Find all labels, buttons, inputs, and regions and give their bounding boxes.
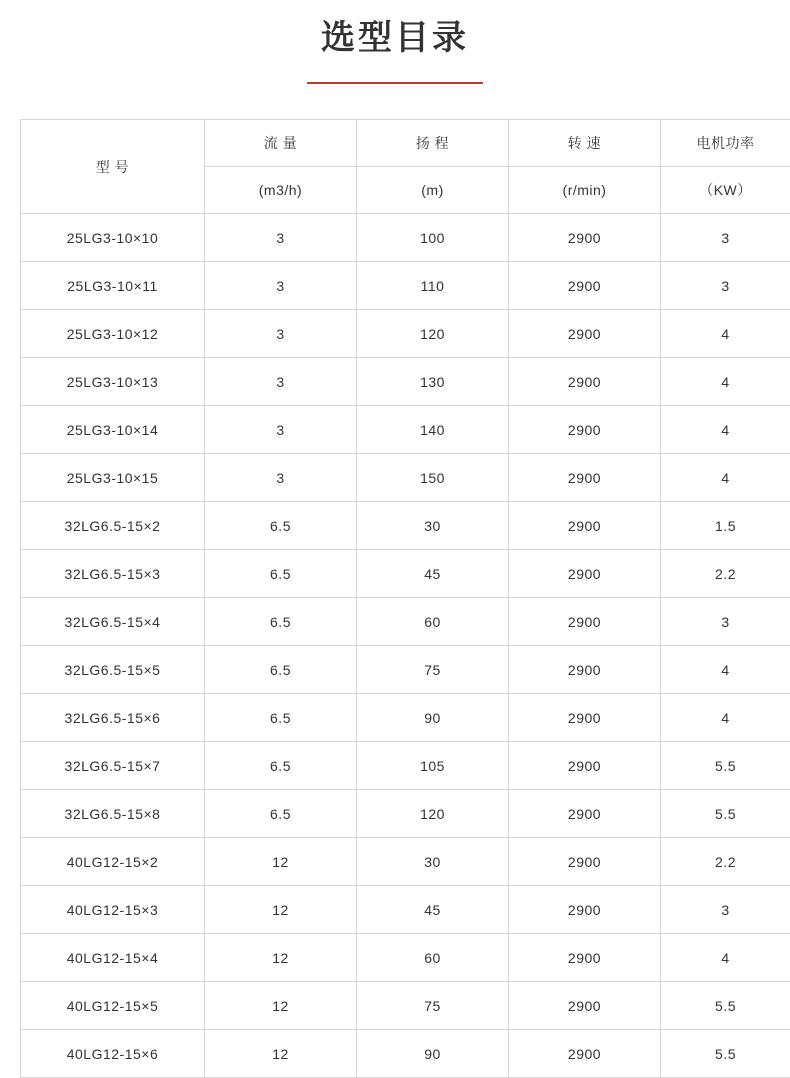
cell-power: 5.5 bbox=[661, 982, 790, 1030]
title-block bbox=[0, 0, 790, 84]
table-row bbox=[21, 694, 790, 742]
cell-speed: 2900 bbox=[509, 598, 661, 646]
cell-flow: 3 bbox=[205, 310, 357, 358]
cell-flow: 3 bbox=[205, 406, 357, 454]
cell-flow: 6.5 bbox=[205, 646, 357, 694]
cell-power: 4 bbox=[661, 934, 790, 982]
table-row bbox=[21, 1030, 790, 1078]
table-row bbox=[21, 982, 790, 1030]
cell-head: 60 bbox=[357, 598, 509, 646]
title-underline bbox=[307, 82, 483, 84]
cell-model: 40LG12-15×6 bbox=[21, 1030, 205, 1078]
cell-power: 4 bbox=[661, 358, 790, 406]
cell-model: 32LG6.5-15×3 bbox=[21, 550, 205, 598]
cell-power: 2.2 bbox=[661, 838, 790, 886]
cell-power: 5.5 bbox=[661, 1030, 790, 1078]
cell-speed: 2900 bbox=[509, 886, 661, 934]
cell-flow: 3 bbox=[205, 214, 357, 262]
cell-power: 5.5 bbox=[661, 790, 790, 838]
cell-model: 25LG3-10×14 bbox=[21, 406, 205, 454]
cell-speed: 2900 bbox=[509, 310, 661, 358]
header-speed: 转 速 bbox=[509, 120, 661, 167]
header-power-unit: （KW） bbox=[661, 167, 790, 214]
cell-speed: 2900 bbox=[509, 790, 661, 838]
cell-head: 30 bbox=[357, 838, 509, 886]
cell-flow: 12 bbox=[205, 982, 357, 1030]
cell-flow: 12 bbox=[205, 838, 357, 886]
cell-head: 30 bbox=[357, 502, 509, 550]
cell-model: 25LG3-10×12 bbox=[21, 310, 205, 358]
cell-speed: 2900 bbox=[509, 214, 661, 262]
cell-model: 32LG6.5-15×6 bbox=[21, 694, 205, 742]
cell-head: 105 bbox=[357, 742, 509, 790]
cell-head: 120 bbox=[357, 790, 509, 838]
cell-flow: 3 bbox=[205, 358, 357, 406]
cell-head: 60 bbox=[357, 934, 509, 982]
cell-head: 130 bbox=[357, 358, 509, 406]
table-row bbox=[21, 934, 790, 982]
header-flow-unit: (m3/h) bbox=[205, 167, 357, 214]
table-header-row-main bbox=[21, 120, 790, 167]
cell-model: 40LG12-15×3 bbox=[21, 886, 205, 934]
cell-model: 40LG12-15×5 bbox=[21, 982, 205, 1030]
table-row bbox=[21, 310, 790, 358]
header-flow: 流 量 bbox=[205, 120, 357, 167]
cell-power: 3 bbox=[661, 598, 790, 646]
cell-speed: 2900 bbox=[509, 262, 661, 310]
table-row bbox=[21, 790, 790, 838]
cell-flow: 6.5 bbox=[205, 598, 357, 646]
cell-flow: 6.5 bbox=[205, 694, 357, 742]
cell-flow: 3 bbox=[205, 454, 357, 502]
header-head-unit: (m) bbox=[357, 167, 509, 214]
cell-model: 32LG6.5-15×5 bbox=[21, 646, 205, 694]
cell-head: 90 bbox=[357, 1030, 509, 1078]
table-row bbox=[21, 886, 790, 934]
cell-power: 2.2 bbox=[661, 550, 790, 598]
cell-power: 4 bbox=[661, 406, 790, 454]
table-row bbox=[21, 646, 790, 694]
cell-power: 4 bbox=[661, 310, 790, 358]
cell-head: 75 bbox=[357, 646, 509, 694]
cell-flow: 12 bbox=[205, 934, 357, 982]
cell-speed: 2900 bbox=[509, 1030, 661, 1078]
cell-flow: 12 bbox=[205, 1030, 357, 1078]
header-power: 电机功率 bbox=[661, 120, 790, 167]
cell-flow: 12 bbox=[205, 886, 357, 934]
table-row bbox=[21, 598, 790, 646]
table-row bbox=[21, 262, 790, 310]
cell-power: 1.5 bbox=[661, 502, 790, 550]
cell-head: 120 bbox=[357, 310, 509, 358]
cell-speed: 2900 bbox=[509, 358, 661, 406]
cell-speed: 2900 bbox=[509, 694, 661, 742]
header-head: 扬 程 bbox=[357, 120, 509, 167]
cell-speed: 2900 bbox=[509, 550, 661, 598]
cell-model: 32LG6.5-15×7 bbox=[21, 742, 205, 790]
header-model: 型 号 bbox=[21, 120, 205, 214]
cell-model: 32LG6.5-15×4 bbox=[21, 598, 205, 646]
cell-model: 25LG3-10×11 bbox=[21, 262, 205, 310]
cell-head: 100 bbox=[357, 214, 509, 262]
cell-speed: 2900 bbox=[509, 982, 661, 1030]
cell-flow: 3 bbox=[205, 262, 357, 310]
header-speed-unit: (r/min) bbox=[509, 167, 661, 214]
cell-head: 150 bbox=[357, 454, 509, 502]
cell-speed: 2900 bbox=[509, 502, 661, 550]
cell-head: 90 bbox=[357, 694, 509, 742]
cell-speed: 2900 bbox=[509, 406, 661, 454]
cell-power: 3 bbox=[661, 886, 790, 934]
cell-model: 25LG3-10×15 bbox=[21, 454, 205, 502]
table-row bbox=[21, 214, 790, 262]
cell-flow: 6.5 bbox=[205, 790, 357, 838]
spec-table bbox=[20, 119, 790, 1078]
cell-model: 40LG12-15×4 bbox=[21, 934, 205, 982]
cell-model: 32LG6.5-15×8 bbox=[21, 790, 205, 838]
cell-model: 32LG6.5-15×2 bbox=[21, 502, 205, 550]
cell-model: 25LG3-10×10 bbox=[21, 214, 205, 262]
cell-flow: 6.5 bbox=[205, 742, 357, 790]
cell-flow: 6.5 bbox=[205, 502, 357, 550]
cell-speed: 2900 bbox=[509, 934, 661, 982]
cell-power: 3 bbox=[661, 262, 790, 310]
cell-power: 3 bbox=[661, 214, 790, 262]
cell-speed: 2900 bbox=[509, 742, 661, 790]
cell-speed: 2900 bbox=[509, 838, 661, 886]
cell-power: 4 bbox=[661, 454, 790, 502]
cell-model: 40LG12-15×2 bbox=[21, 838, 205, 886]
cell-flow: 6.5 bbox=[205, 550, 357, 598]
cell-power: 5.5 bbox=[661, 742, 790, 790]
cell-head: 140 bbox=[357, 406, 509, 454]
cell-speed: 2900 bbox=[509, 454, 661, 502]
table-row bbox=[21, 358, 790, 406]
table-row bbox=[21, 742, 790, 790]
table-row bbox=[21, 406, 790, 454]
cell-head: 75 bbox=[357, 982, 509, 1030]
cell-speed: 2900 bbox=[509, 646, 661, 694]
cell-power: 4 bbox=[661, 646, 790, 694]
table-row bbox=[21, 838, 790, 886]
cell-head: 45 bbox=[357, 886, 509, 934]
page-title: 选型目录 bbox=[0, 16, 790, 60]
cell-power: 4 bbox=[661, 694, 790, 742]
cell-head: 110 bbox=[357, 262, 509, 310]
table-row bbox=[21, 550, 790, 598]
spec-table-wrapper bbox=[20, 119, 770, 1078]
cell-model: 25LG3-10×13 bbox=[21, 358, 205, 406]
table-row bbox=[21, 502, 790, 550]
cell-head: 45 bbox=[357, 550, 509, 598]
table-row bbox=[21, 454, 790, 502]
